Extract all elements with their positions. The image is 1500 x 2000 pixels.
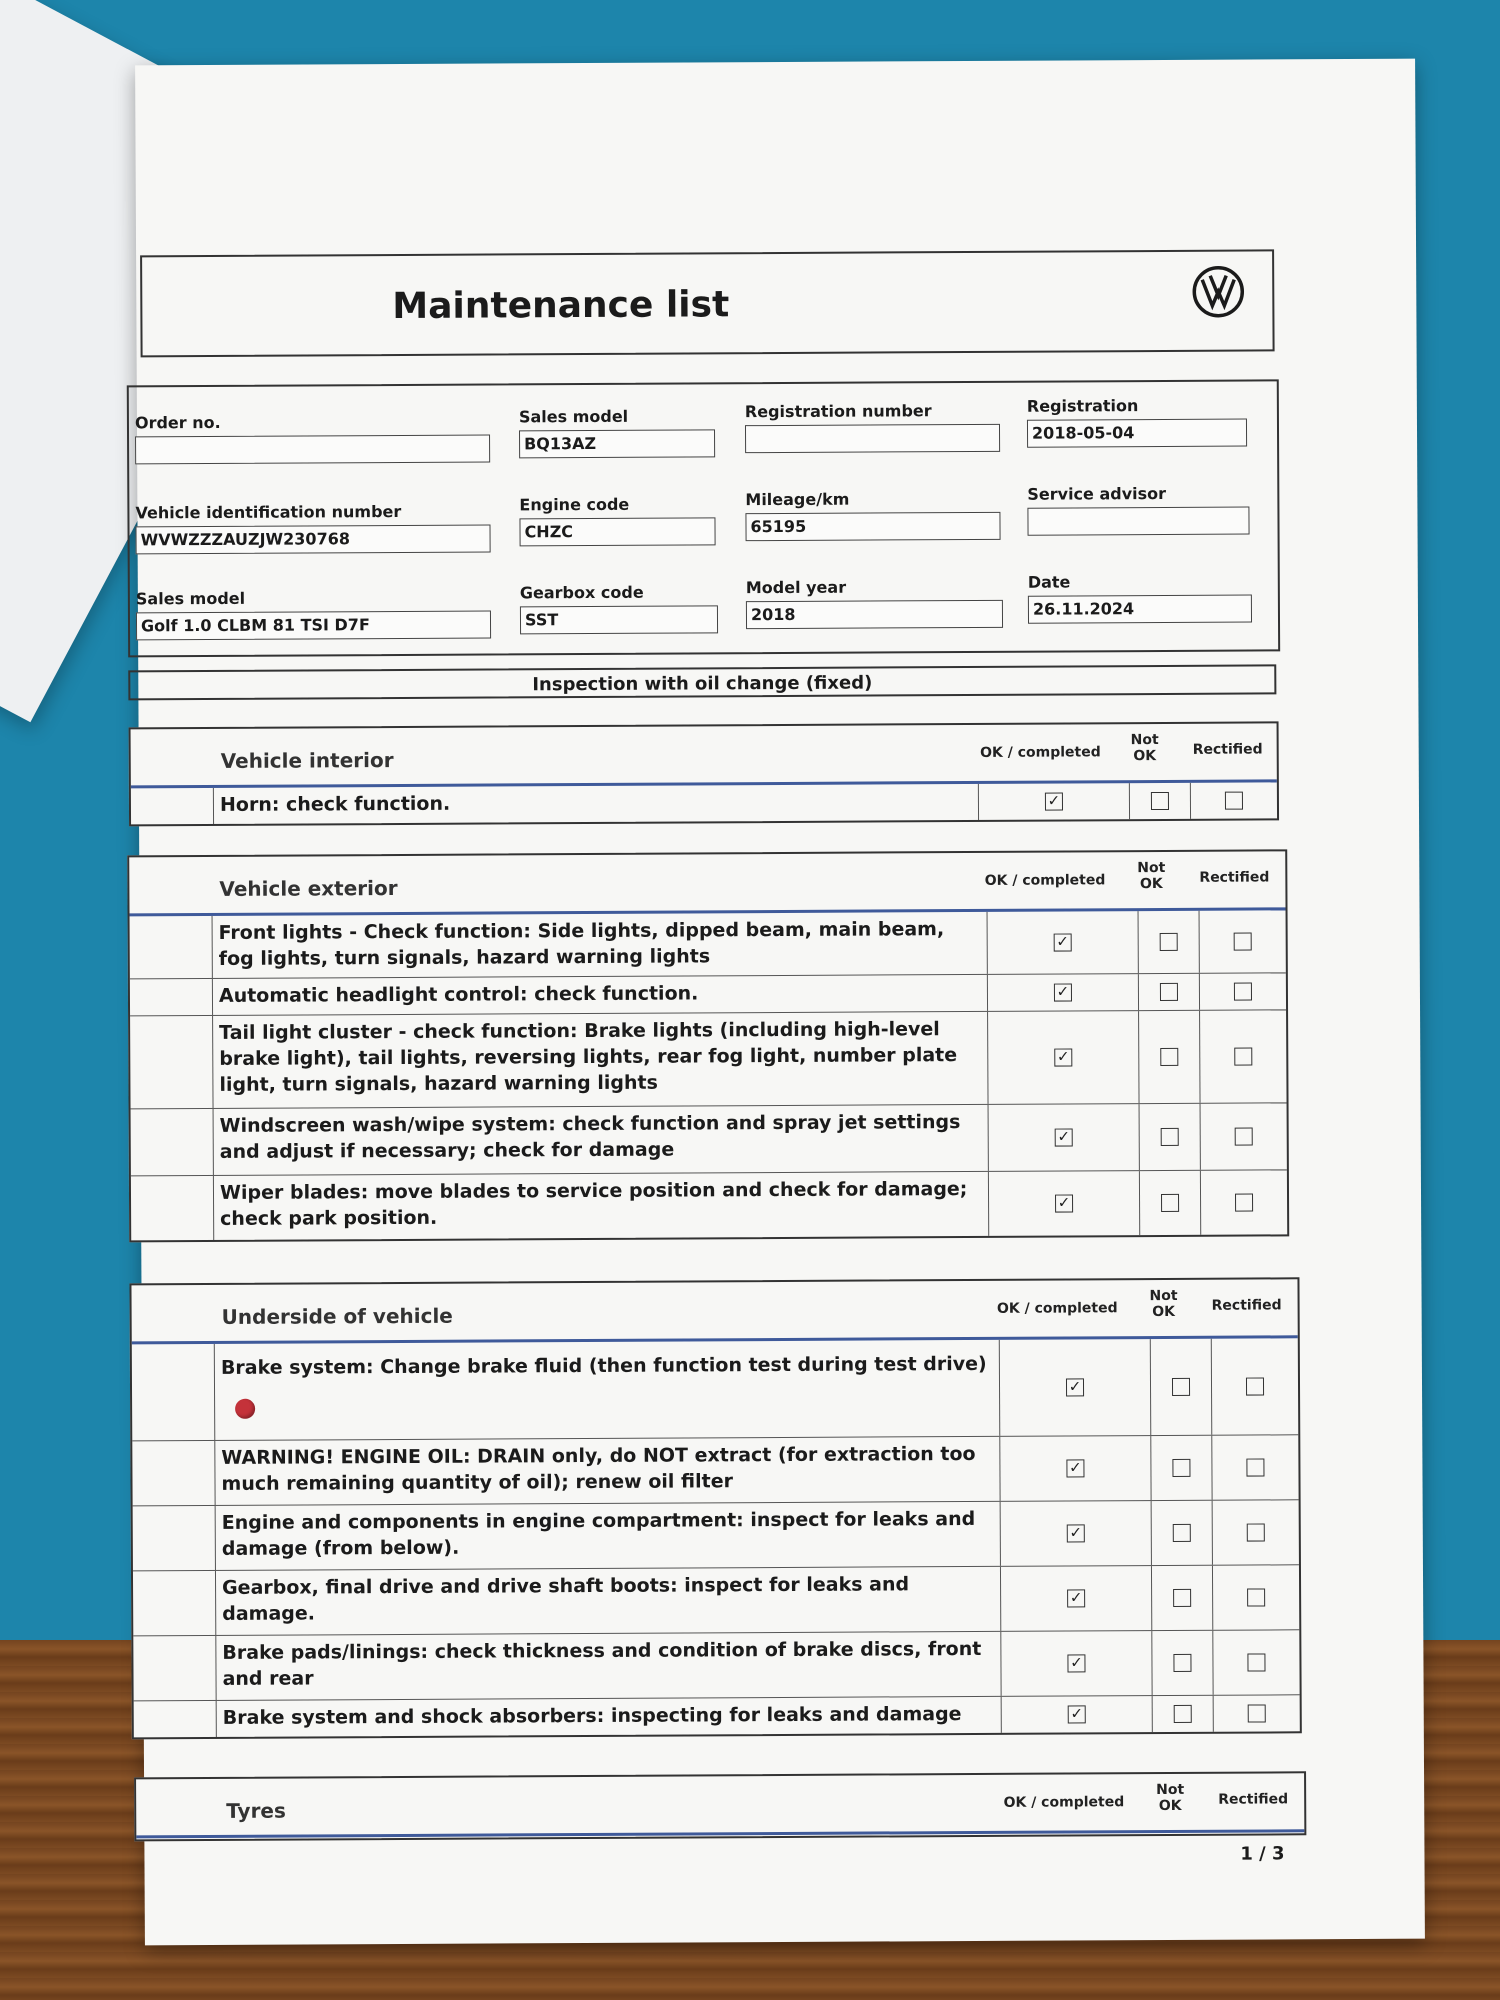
- section-underside-of-vehicle: [129, 1277, 1301, 1739]
- ok-checkbox[interactable]: ✓: [1054, 933, 1072, 951]
- vw-logo-icon: [1192, 266, 1244, 318]
- order-no-input[interactable]: [135, 435, 490, 465]
- ok-cell: [1002, 1696, 1153, 1733]
- rectified-checkbox[interactable]: [1247, 1653, 1265, 1671]
- ok-cell: [1001, 1631, 1152, 1696]
- col-not-ok-line1: Not: [1130, 732, 1159, 749]
- ok-cell: [1001, 1501, 1152, 1566]
- rectified-checkbox[interactable]: [1246, 1377, 1264, 1395]
- order-no-field: [135, 412, 490, 465]
- ok-checkbox[interactable]: ✓: [1067, 1654, 1085, 1672]
- date-label: Date: [1027, 572, 1071, 592]
- rectified-checkbox[interactable]: [1248, 1704, 1266, 1722]
- rectified-cell: [1201, 1170, 1287, 1234]
- inspection-banner: Inspection with oil change (fixed): [128, 664, 1276, 700]
- row-lead: [133, 1636, 216, 1700]
- not-ok-checkbox[interactable]: [1174, 1705, 1192, 1723]
- ok-checkbox[interactable]: ✓: [1055, 1194, 1073, 1212]
- rectified-cell: [1213, 1500, 1299, 1564]
- service-advisor-input[interactable]: [1027, 507, 1249, 536]
- rectified-checkbox[interactable]: [1246, 1458, 1264, 1476]
- not-ok-checkbox[interactable]: [1160, 983, 1178, 1001]
- not-ok-checkbox[interactable]: [1172, 1378, 1190, 1396]
- col-rectified-header: Rectified: [1218, 1791, 1289, 1808]
- not-ok-cell: [1130, 783, 1191, 819]
- service-advisor-field: [1027, 484, 1249, 536]
- not-ok-cell: [1151, 1339, 1213, 1435]
- rectified-cell: [1212, 1435, 1298, 1499]
- row-text: Tail light cluster - check function: Brake lights (including high-level brake light), tail lights, reversing lights, rear fog light, number plate light, turn signals, hazard warning lights: [213, 1012, 988, 1108]
- row-lead: [132, 1344, 216, 1440]
- table-row: [133, 1565, 1299, 1636]
- vin-label: Vehicle identification number: [135, 501, 402, 523]
- vehicle-info-box: [127, 379, 1280, 657]
- engine-code-label: Engine code: [519, 494, 630, 515]
- row-text: Brake pads/linings: check thickness and condition of brake discs, front and rear: [216, 1632, 1001, 1700]
- page-number: 1 / 3: [1240, 1843, 1285, 1865]
- ok-cell: [988, 974, 1139, 1011]
- registration-label: Registration: [1026, 396, 1139, 416]
- col-not-ok-header: [1144, 1288, 1184, 1320]
- header-box: [140, 249, 1275, 357]
- table-row: [130, 973, 1286, 1016]
- col-not-ok-header: [1150, 1782, 1190, 1814]
- ok-checkbox[interactable]: ✓: [1067, 1589, 1085, 1607]
- mileage-input[interactable]: 65195: [745, 512, 1000, 541]
- rectified-cell: [1200, 1010, 1286, 1102]
- row-lead: [134, 1701, 217, 1737]
- model-year-label: Model year: [745, 577, 847, 598]
- col-ok-header: OK / completed: [996, 1300, 1118, 1317]
- col-ok-header: OK / completed: [984, 872, 1106, 889]
- not-ok-checkbox[interactable]: [1160, 1048, 1178, 1066]
- col-not-ok-line1: Not: [1149, 1287, 1178, 1305]
- table-row: [133, 1500, 1299, 1571]
- not-ok-cell: [1139, 1011, 1200, 1103]
- registration-input[interactable]: 2018-05-04: [1027, 419, 1247, 448]
- ok-checkbox[interactable]: ✓: [1045, 793, 1063, 811]
- mileage-field: [745, 489, 1000, 541]
- ok-cell: [1001, 1566, 1152, 1631]
- row-text: Engine and components in engine compartment: inspect for leaks and damage (from below).: [216, 1502, 1001, 1570]
- ok-cell: [1000, 1339, 1152, 1436]
- ok-checkbox[interactable]: ✓: [1066, 1459, 1084, 1477]
- rectified-cell: [1212, 1338, 1299, 1434]
- registration-number-field: [745, 401, 1000, 453]
- registration-field: [1027, 396, 1247, 448]
- not-ok-cell: [1139, 911, 1200, 973]
- not-ok-checkbox[interactable]: [1161, 1194, 1179, 1212]
- row-text: Front lights - Check function: Side lights, dipped beam, main beam, fog lights, turn signals, hazard warning lights: [213, 912, 988, 978]
- row-lead: [132, 1441, 215, 1505]
- row-lead: [131, 1109, 214, 1175]
- page-title: Maintenance list: [392, 284, 730, 328]
- not-ok-checkbox[interactable]: [1173, 1524, 1191, 1542]
- col-not-ok-line2: OK: [1152, 1303, 1176, 1321]
- section-title: Tyres: [226, 1798, 286, 1823]
- col-not-ok-header: [1125, 732, 1165, 764]
- col-not-ok-header: [1131, 860, 1171, 892]
- not-ok-cell: [1151, 1436, 1212, 1500]
- rectified-checkbox[interactable]: [1235, 1128, 1253, 1146]
- not-ok-checkbox[interactable]: [1173, 1589, 1191, 1607]
- section-vehicle-interior: [129, 721, 1280, 826]
- section-header: [136, 1773, 1304, 1838]
- table-row: [130, 1010, 1286, 1109]
- not-ok-checkbox[interactable]: [1161, 1128, 1179, 1146]
- gearbox-code-label: Gearbox code: [519, 582, 644, 603]
- not-ok-cell: [1152, 1566, 1213, 1630]
- section-tyres: [134, 1771, 1306, 1841]
- engine-code-field: [519, 494, 715, 546]
- row-text: WARNING! ENGINE OIL: DRAIN only, do NOT extract (for extraction too much remaining quantity of oil); renew oil filter: [215, 1437, 1000, 1505]
- ok-cell: [989, 1104, 1140, 1171]
- table-row: [133, 1630, 1299, 1701]
- rectified-checkbox[interactable]: [1225, 792, 1243, 810]
- registration-number-input[interactable]: [745, 424, 1000, 453]
- table-row: [132, 1435, 1298, 1506]
- table-row: [134, 1695, 1300, 1737]
- row-text: Automatic headlight control: check function.: [213, 975, 988, 1015]
- rectified-cell: [1200, 910, 1286, 972]
- sales-model-label: Sales model: [135, 588, 246, 609]
- row-lead: [130, 1016, 213, 1108]
- gearbox-code-field: [520, 582, 718, 634]
- order-no-label: Order no.: [134, 412, 221, 433]
- section-header: [131, 723, 1277, 788]
- table-row: [130, 910, 1286, 979]
- col-not-ok-line2: OK: [1158, 1797, 1182, 1815]
- service-advisor-label: Service advisor: [1027, 483, 1167, 504]
- ok-cell: [988, 1011, 1139, 1104]
- rectified-checkbox[interactable]: [1247, 1588, 1265, 1606]
- row-lead: [130, 979, 213, 1015]
- table-row: [132, 1338, 1298, 1441]
- col-not-ok-line1: Not: [1137, 859, 1166, 877]
- section-header: [131, 1279, 1297, 1344]
- col-not-ok-line2: OK: [1133, 748, 1157, 765]
- rectified-checkbox[interactable]: [1234, 933, 1252, 951]
- engine-code-input[interactable]: CHZC: [519, 517, 715, 546]
- ok-cell: [1000, 1436, 1151, 1501]
- ok-checkbox[interactable]: ✓: [1066, 1378, 1084, 1396]
- col-not-ok-line2: OK: [1139, 875, 1163, 893]
- red-marker-icon: [235, 1398, 255, 1418]
- rectified-cell: [1200, 973, 1286, 1009]
- row-text-content: Brake system: Change brake fluid (then function test during test drive): [220, 1352, 987, 1379]
- row-lead: [130, 916, 213, 978]
- rectified-cell: [1214, 1695, 1300, 1731]
- not-ok-cell: [1140, 1171, 1201, 1235]
- row-lead: [133, 1571, 216, 1635]
- not-ok-checkbox[interactable]: [1151, 792, 1169, 810]
- gearbox-code-input[interactable]: SST: [520, 605, 718, 634]
- mileage-label: Mileage/km: [745, 489, 850, 510]
- rectified-cell: [1213, 1565, 1299, 1629]
- not-ok-checkbox[interactable]: [1172, 1459, 1190, 1477]
- col-ok-header: OK / completed: [980, 744, 1101, 761]
- ok-checkbox[interactable]: ✓: [1055, 1128, 1073, 1146]
- section-header: [129, 851, 1285, 916]
- row-text: Gearbox, final drive and drive shaft boots: inspect for leaks and damage.: [216, 1567, 1001, 1635]
- not-ok-checkbox[interactable]: [1160, 933, 1178, 951]
- row-text: Wiper blades: move blades to service position and check for damage; check park position.: [214, 1172, 989, 1240]
- rectified-checkbox[interactable]: [1234, 1048, 1252, 1066]
- section-vehicle-exterior: [127, 849, 1289, 1242]
- not-ok-cell: [1153, 1696, 1214, 1732]
- not-ok-cell: [1152, 1501, 1213, 1565]
- sales-model-field: [136, 588, 491, 641]
- table-row: [131, 1170, 1287, 1240]
- rectified-checkbox[interactable]: [1235, 1194, 1253, 1212]
- sales-model-code-label: Sales model: [518, 406, 629, 427]
- rectified-checkbox[interactable]: [1234, 983, 1252, 1001]
- table-row: [131, 782, 1277, 824]
- vin-field: [135, 502, 490, 555]
- section-title: Underside of vehicle: [221, 1303, 453, 1329]
- ok-checkbox[interactable]: ✓: [1054, 983, 1072, 1001]
- row-lead: [133, 1506, 216, 1570]
- row-text: Brake system and shock absorbers: inspecting for leaks and damage: [217, 1697, 1002, 1737]
- ok-checkbox[interactable]: ✓: [1054, 1048, 1072, 1066]
- rectified-checkbox[interactable]: [1247, 1523, 1265, 1541]
- row-text: [215, 1340, 1000, 1440]
- vin-input[interactable]: WVWZZZAUZJW230768: [136, 525, 491, 555]
- rectified-cell: [1191, 782, 1277, 818]
- row-text: Horn: check function.: [214, 784, 979, 824]
- row-text: Windscreen wash/wipe system: check function and spray jet settings and adjust if necessary; check for damage: [214, 1105, 989, 1175]
- model-year-input[interactable]: 2018: [746, 600, 1003, 629]
- not-ok-cell: [1140, 1104, 1201, 1170]
- ok-cell: [988, 911, 1139, 974]
- not-ok-cell: [1139, 974, 1200, 1010]
- maintenance-sheet: [135, 59, 1425, 1946]
- ok-checkbox[interactable]: ✓: [1067, 1524, 1085, 1542]
- col-rectified-header: Rectified: [1192, 741, 1263, 758]
- registration-number-label: Registration number: [744, 401, 932, 422]
- sales-model-code-field: [519, 406, 715, 458]
- section-title: Vehicle interior: [220, 748, 394, 773]
- section-title: Vehicle exterior: [219, 876, 398, 901]
- ok-cell: [989, 1171, 1140, 1236]
- col-ok-header: OK / completed: [1003, 1794, 1125, 1811]
- sales-model-input[interactable]: Golf 1.0 CLBM 81 TSI D7F: [136, 611, 491, 641]
- row-lead: [131, 1176, 214, 1240]
- model-year-field: [746, 577, 1003, 629]
- ok-cell: [979, 783, 1130, 820]
- not-ok-cell: [1152, 1631, 1213, 1695]
- col-rectified-header: Rectified: [1211, 1297, 1282, 1314]
- rectified-cell: [1213, 1630, 1299, 1694]
- rectified-cell: [1201, 1103, 1287, 1169]
- date-input[interactable]: 26.11.2024: [1028, 595, 1252, 624]
- col-not-ok-line1: Not: [1156, 1781, 1185, 1799]
- ok-checkbox[interactable]: ✓: [1068, 1705, 1086, 1723]
- table-row: [131, 1103, 1287, 1176]
- date-field: [1028, 572, 1252, 624]
- col-rectified-header: Rectified: [1199, 869, 1270, 886]
- sales-model-code-input[interactable]: BQ13AZ: [519, 429, 715, 458]
- row-lead: [131, 788, 214, 824]
- not-ok-checkbox[interactable]: [1173, 1654, 1191, 1672]
